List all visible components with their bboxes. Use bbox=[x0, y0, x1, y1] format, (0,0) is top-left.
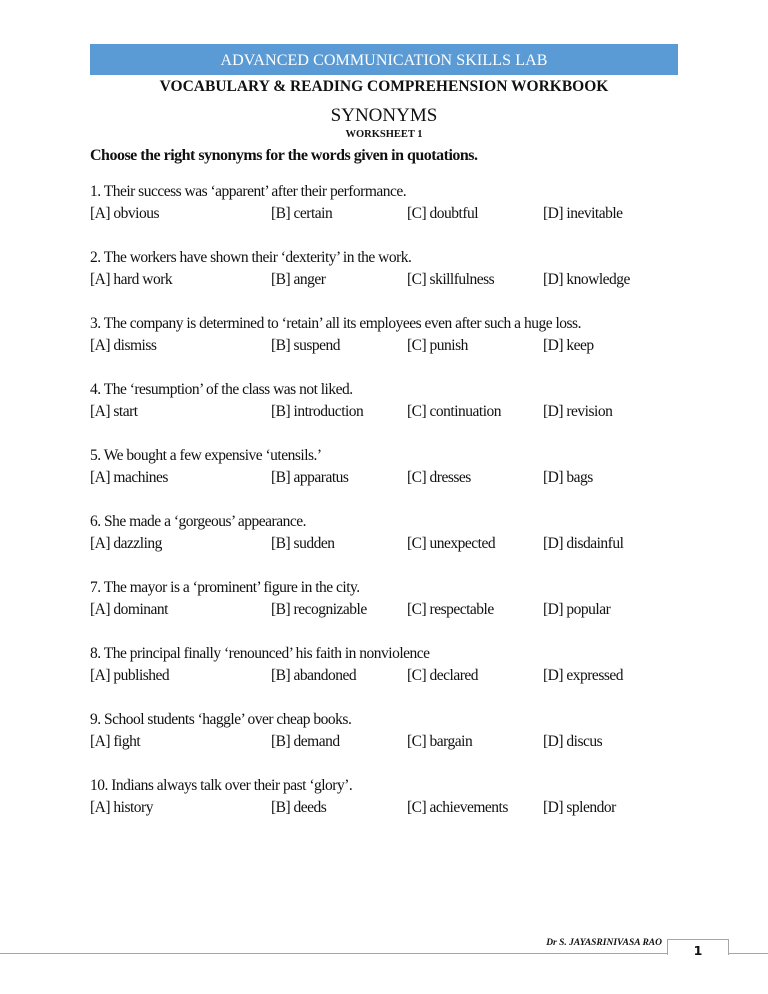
option-d[interactable]: [D] expressed bbox=[543, 667, 624, 684]
option-c[interactable]: [C] bargain bbox=[407, 733, 473, 750]
question-item bbox=[90, 577, 690, 643]
option-row bbox=[90, 335, 690, 357]
option-a[interactable]: [A] obvious bbox=[90, 205, 159, 222]
question-text: 6. She made a ‘gorgeous’ appearance. bbox=[90, 513, 306, 530]
option-row bbox=[90, 533, 690, 555]
option-b[interactable]: [B] recognizable bbox=[271, 601, 367, 618]
option-c[interactable]: [C] skillfulness bbox=[407, 271, 495, 288]
option-a[interactable]: [A] history bbox=[90, 799, 153, 816]
option-b[interactable]: [B] introduction bbox=[271, 403, 364, 420]
option-d[interactable]: [D] discus bbox=[543, 733, 603, 750]
worksheet-label: WORKSHEET 1 bbox=[345, 129, 423, 140]
option-a[interactable]: [A] start bbox=[90, 403, 138, 420]
option-row bbox=[90, 203, 690, 225]
question-text: 3. The company is determined to ‘retain’ all its employees even after such a huge loss. bbox=[90, 315, 581, 332]
question-text: 8. The principal finally ‘renounced’ his faith in nonviolence bbox=[90, 645, 430, 662]
option-a[interactable]: [A] dominant bbox=[90, 601, 168, 618]
question-item bbox=[90, 643, 690, 709]
question-text: 5. We bought a few expensive ‘utensils.’ bbox=[90, 447, 322, 464]
option-c[interactable]: [C] unexpected bbox=[407, 535, 496, 552]
question-item bbox=[90, 775, 690, 841]
question-text: 2. The workers have shown their ‘dexterity’ in the work. bbox=[90, 249, 412, 266]
option-a[interactable]: [A] machines bbox=[90, 469, 168, 486]
option-d[interactable]: [D] knowledge bbox=[543, 271, 630, 288]
option-b[interactable]: [B] apparatus bbox=[271, 469, 349, 486]
footer-divider bbox=[728, 953, 768, 954]
option-c[interactable]: [C] doubtful bbox=[407, 205, 479, 222]
instruction-text: Choose the right synonyms for the words given in quotations. bbox=[90, 147, 478, 164]
option-c[interactable]: [C] dresses bbox=[407, 469, 471, 486]
option-c[interactable]: [C] respectable bbox=[407, 601, 494, 618]
option-row bbox=[90, 401, 690, 423]
option-c[interactable]: [C] punish bbox=[407, 337, 468, 354]
footer-divider bbox=[0, 953, 667, 954]
question-text: 9. School students ‘haggle’ over cheap books. bbox=[90, 711, 352, 728]
option-b[interactable]: [B] deeds bbox=[271, 799, 327, 816]
question-item bbox=[90, 247, 690, 313]
question-list bbox=[90, 181, 690, 841]
option-d[interactable]: [D] keep bbox=[543, 337, 594, 354]
option-row bbox=[90, 269, 690, 291]
question-item bbox=[90, 709, 690, 775]
workbook-subtitle: VOCABULARY & READING COMPREHENSION WORKBOOK bbox=[159, 78, 609, 95]
option-b[interactable]: [B] demand bbox=[271, 733, 340, 750]
option-a[interactable]: [A] dismiss bbox=[90, 337, 157, 354]
option-b[interactable]: [B] abandoned bbox=[271, 667, 357, 684]
question-text: 7. The mayor is a ‘prominent’ figure in the city. bbox=[90, 579, 360, 596]
header-banner: ADVANCED COMMUNICATION SKILLS LAB bbox=[90, 44, 678, 75]
option-d[interactable]: [D] revision bbox=[543, 403, 613, 420]
option-a[interactable]: [A] dazzling bbox=[90, 535, 162, 552]
option-d[interactable]: [D] inevitable bbox=[543, 205, 623, 222]
option-b[interactable]: [B] sudden bbox=[271, 535, 335, 552]
question-item bbox=[90, 379, 690, 445]
option-b[interactable]: [B] certain bbox=[271, 205, 333, 222]
option-d[interactable]: [D] disdainful bbox=[543, 535, 624, 552]
footer-author: Dr S. JAYASRINIVASA RAO bbox=[546, 938, 662, 948]
option-row bbox=[90, 467, 690, 489]
option-b[interactable]: [B] suspend bbox=[271, 337, 340, 354]
option-a[interactable]: [A] fight bbox=[90, 733, 141, 750]
page-title: SYNONYMS bbox=[330, 105, 438, 126]
option-row bbox=[90, 599, 690, 621]
option-a[interactable]: [A] published bbox=[90, 667, 170, 684]
question-item bbox=[90, 445, 690, 511]
option-d[interactable]: [D] splendor bbox=[543, 799, 616, 816]
option-a[interactable]: [A] hard work bbox=[90, 271, 173, 288]
option-c[interactable]: [C] achievements bbox=[407, 799, 508, 816]
option-c[interactable]: [C] declared bbox=[407, 667, 479, 684]
page-number: 1 bbox=[693, 943, 703, 958]
option-d[interactable]: [D] popular bbox=[543, 601, 611, 618]
question-item bbox=[90, 181, 690, 247]
question-item bbox=[90, 313, 690, 379]
question-text: 10. Indians always talk over their past ‘glory’. bbox=[90, 777, 353, 794]
option-row bbox=[90, 731, 690, 753]
option-row bbox=[90, 797, 690, 819]
option-d[interactable]: [D] bags bbox=[543, 469, 593, 486]
option-b[interactable]: [B] anger bbox=[271, 271, 326, 288]
question-item bbox=[90, 511, 690, 577]
question-text: 4. The ‘resumption’ of the class was not liked. bbox=[90, 381, 353, 398]
option-row bbox=[90, 665, 690, 687]
option-c[interactable]: [C] continuation bbox=[407, 403, 502, 420]
question-text: 1. Their success was ‘apparent’ after their performance. bbox=[90, 183, 407, 200]
